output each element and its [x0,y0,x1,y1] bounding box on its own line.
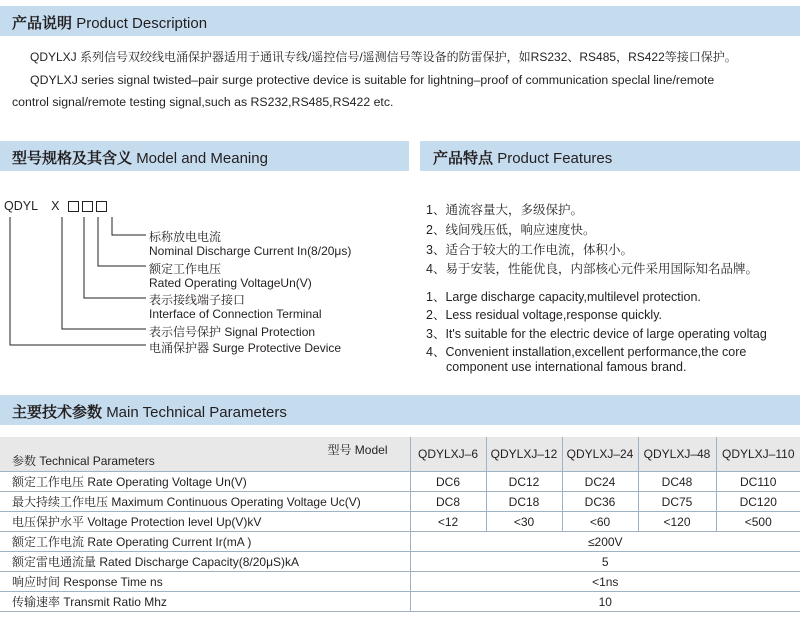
model-code-leader-lines [0,205,150,365]
feature-en-4: 4、Convenient installation,excellent performance,the core [426,345,747,359]
table-cell: DC8 [410,492,486,512]
table-row [0,552,800,572]
table-cell: <120 [638,512,716,532]
header-label-cell [0,437,410,472]
label-surge-device: 电涌保护器 Surge Protective Device [149,341,342,355]
row-label: 电压保护水平 Voltage Protection level Up(V)kV [0,512,410,532]
table-cell: <500 [716,512,800,532]
product-description-title: 产品说明 Product Description [12,15,208,32]
feature-cn-2: 2、线间残压低，响应速度快。 [426,223,596,237]
table-cell: DC48 [638,472,716,492]
technical-parameters-title: 主要技术参数 Main Technical Parameters [12,404,287,421]
feature-en-1: 1、Large discharge capacity,multilevel protection. [426,290,701,304]
label-rated-voltage-cn: 额定工作电压 [149,262,222,276]
table-row [0,512,800,532]
row-label: 响应时间 Response Time ns [0,572,410,592]
row-label: 传输速率 Transmit Ratio Mhz [0,592,410,612]
table-cell: <12 [410,512,486,532]
table-row [0,472,800,492]
row-label: 额定工作电流 Rate Operating Current Ir(mA ) [0,532,410,552]
description-en-1: QDYLXJ series signal twisted–pair surge protective device is suitable for lightning–proof of communication speclal line/remote [30,73,715,87]
table-row [0,572,800,592]
merged-cell: <1ns [410,572,800,592]
feature-en-4-cont: component use international famous brand. [446,360,687,374]
table-cell: <60 [562,512,638,532]
model-column-header: QDYLXJ–24 [562,437,638,472]
merged-cell: ≤200V [410,532,800,552]
description-cn: QDYLXJ 系列信号双绞线电涌保护器适用于通讯专线/遥控信号/遥测信号等设备的防雷保护，如RS232、RS485，RS422等接口保护。 [30,50,737,64]
table-cell: DC12 [486,472,562,492]
table-cell: <30 [486,512,562,532]
table-cell: DC24 [562,472,638,492]
model-meaning-title: 型号规格及其含义 Model and Meaning [12,150,268,167]
table-cell: DC120 [716,492,800,512]
label-nominal-current-cn: 标称放电电流 [149,230,222,244]
table-cell: DC18 [486,492,562,512]
label-rated-voltage-en: Rated Operating VoltageUn(V) [149,276,312,290]
feature-en-2: 2、Less residual voltage,response quickly. [426,308,663,322]
table-cell: DC75 [638,492,716,512]
model-column-header: QDYLXJ–48 [638,437,716,472]
header-model-label: 型号 Model [327,443,388,457]
label-interface-cn: 表示接线端子接口 [149,293,246,307]
row-label: 额定雷电通流量 Rated Discharge Capacity(8/20μS)kA [0,552,410,572]
merged-cell: 10 [410,592,800,612]
label-nominal-current-en: Nominal Discharge Current In(8/20μs) [149,244,352,258]
model-column-header: QDYLXJ–12 [486,437,562,472]
row-label: 最大持续工作电压 Maximum Continuous Operating Voltage Uc(V) [0,492,410,512]
table-row [0,492,800,512]
feature-cn-1: 1、通流容量大，多级保护。 [426,203,583,217]
model-column-header: QDYLXJ–110 [716,437,800,472]
model-code-prefix: QDYL [4,199,38,213]
product-features-title: 产品特点 Product Features [433,150,613,167]
model-code-x: X [51,199,60,213]
table-header-row [0,437,800,472]
description-en-2: control signal/remote testing signal,such as RS232,RS485,RS422 etc. [12,95,394,109]
feature-cn-3: 3、适合于较大的工作电流，体积小。 [426,243,633,257]
table-row [0,592,800,612]
feature-en-3: 3、It's suitable for the electric device of large operating voltag [426,327,767,341]
feature-cn-4: 4、易于安装，性能优良，内部核心元件采用国际知名品牌。 [426,262,758,276]
table-row [0,532,800,552]
table-cell: DC110 [716,472,800,492]
model-column-header: QDYLXJ–6 [410,437,486,472]
parameters-table [0,437,800,612]
header-param-label: 参数 Technical Parameters [12,454,155,468]
row-label: 额定工作电压 Rate Operating Voltage Un(V) [0,472,410,492]
table-cell: DC6 [410,472,486,492]
merged-cell: 5 [410,552,800,572]
table-cell: DC36 [562,492,638,512]
label-interface-en: Interface of Connection Terminal [149,307,322,321]
label-signal-protection: 表示信号保护 Signal Protection [149,325,316,339]
